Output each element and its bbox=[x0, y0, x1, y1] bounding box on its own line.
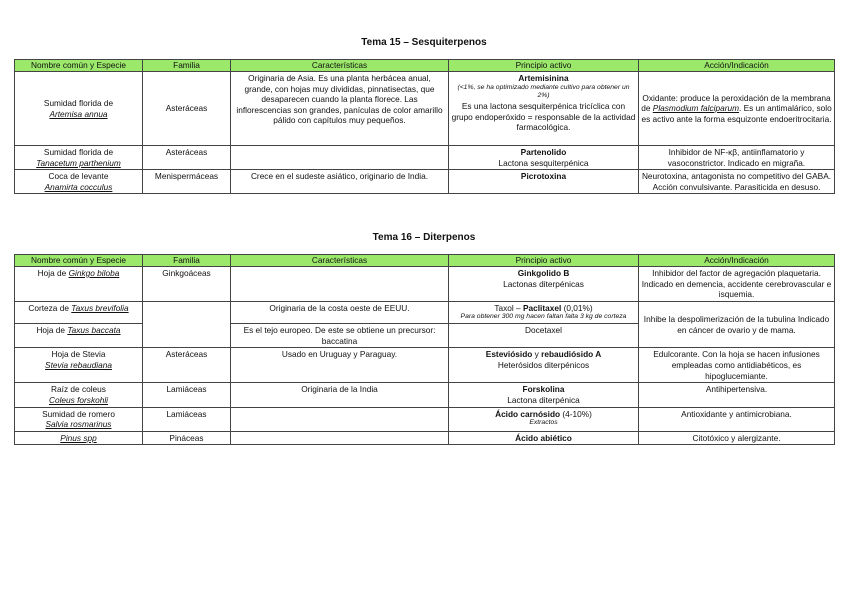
cell-features: Originaria de la costa oeste de EEUU. bbox=[231, 301, 449, 323]
cell-active bbox=[449, 348, 639, 383]
cell-features bbox=[231, 267, 449, 302]
cell-family: Asteráceas bbox=[143, 72, 231, 146]
common-name: Sumidad florida de bbox=[43, 147, 114, 157]
table-row bbox=[15, 170, 835, 194]
common-name: Corteza de bbox=[28, 302, 72, 313]
active-suffix: (4-10%) bbox=[560, 408, 592, 419]
common-name: Raíz de coleus bbox=[51, 384, 106, 395]
cell-family: Asteráceas bbox=[143, 146, 231, 170]
cell-features bbox=[231, 407, 449, 431]
cell-active bbox=[449, 72, 639, 146]
section-title-tema15: Tema 15 – Sesquiterpenos bbox=[361, 37, 487, 48]
active-desc: Heterósidos diterpénicos bbox=[497, 360, 590, 371]
table-header-row bbox=[15, 60, 835, 72]
cell-family: Ginkgoáceas bbox=[143, 267, 231, 302]
header-features: Características bbox=[231, 255, 449, 267]
cell-species bbox=[15, 267, 143, 302]
active-prefix: Taxol – bbox=[494, 302, 523, 313]
cell-features: Usado en Uruguay y Paraguay. bbox=[231, 348, 449, 383]
common-name: Hoja de bbox=[37, 268, 69, 278]
cell-features: Originaria de Asia. Es una planta herbácea anual, grande, con hojas muy divididas, pinnatisectas, que desaparecen cuando la planta florece. Las inflorescencias son grandes, panículas de color amarillo pálido con capítulos muy pequeños. bbox=[231, 72, 449, 146]
header-species: Nombre común y Especie bbox=[15, 255, 143, 267]
action-text: . Es un antimalárico, solo es activo ante la forma esquizonte endoeritrocitaria. bbox=[641, 103, 832, 124]
cell-species bbox=[15, 324, 143, 348]
cell-action: Inhibe la despolimerización de la tubulina Indicado en cáncer de ovario y de mama. bbox=[639, 301, 835, 348]
species-name: Coleus forskohli bbox=[48, 394, 109, 405]
common-name: Sumidad de romero bbox=[42, 408, 115, 419]
species-name: Salvia rosmarinus bbox=[45, 419, 112, 430]
active-name: Ginkgolido B bbox=[517, 268, 570, 278]
table-row bbox=[15, 267, 835, 302]
active-name-2: rebaudiósido A bbox=[541, 349, 602, 360]
header-action: Acción/Indicación bbox=[639, 255, 835, 267]
cell-family: Pináceas bbox=[143, 431, 231, 445]
cell-species bbox=[15, 146, 143, 170]
cell-features: Es el tejo europeo. De este se obtiene un precursor: baccatina bbox=[231, 324, 449, 348]
active-line bbox=[451, 303, 636, 314]
section-title-tema16: Tema 16 – Diterpenos bbox=[372, 232, 476, 243]
cell-family: Menispermáceas bbox=[143, 170, 231, 194]
header-active: Principio activo bbox=[449, 255, 639, 267]
cell-family: Lamiáceas bbox=[143, 383, 231, 407]
cell-action: Edulcorante. Con la hoja se hacen infusiones empleadas como antidiabéticos, es hipoglucemiante. bbox=[639, 348, 835, 383]
cell-family: Lamiáceas bbox=[143, 407, 231, 431]
active-name: Forskolina bbox=[522, 384, 565, 395]
species-name: Taxus baccata bbox=[67, 325, 121, 336]
species-name: Tanacetum parthenium bbox=[36, 157, 121, 168]
cell-features: Crece en el sudeste asiático, originario de India. bbox=[231, 170, 449, 194]
table-row bbox=[15, 146, 835, 170]
cell-active bbox=[449, 267, 639, 302]
table-tema16 bbox=[14, 254, 835, 445]
cell-active bbox=[449, 431, 639, 445]
cell-active bbox=[449, 170, 639, 194]
cell-active bbox=[449, 407, 639, 431]
cell-active: Docetaxel bbox=[449, 324, 639, 348]
active-desc: Lactonas diterpénicas bbox=[503, 278, 584, 289]
active-desc: Lactona sesquiterpénica bbox=[498, 157, 589, 168]
cell-family bbox=[143, 301, 231, 348]
cell-species bbox=[15, 170, 143, 194]
table-row bbox=[15, 407, 835, 431]
header-species: Nombre común y Especie bbox=[15, 60, 143, 72]
table-row bbox=[15, 348, 835, 383]
cell-active bbox=[449, 146, 639, 170]
active-desc: Lactona diterpénica bbox=[507, 394, 580, 405]
active-name: Partenolido bbox=[520, 147, 567, 157]
cell-active bbox=[449, 301, 639, 323]
cell-action: Inhibidor del factor de agregación plaquetaria. Indicado en demencia, accidente cerebrovascular e isquemia. bbox=[639, 267, 835, 302]
table-row bbox=[15, 383, 835, 407]
cell-active bbox=[449, 383, 639, 407]
cell-species bbox=[15, 301, 143, 323]
cell-species bbox=[15, 348, 143, 383]
cell-features bbox=[231, 431, 449, 445]
active-note: Para obtener 300 mg hacen faltan falta 3 kg de corteza bbox=[460, 313, 627, 321]
active-name: Paclitaxel bbox=[522, 302, 562, 313]
table-tema15 bbox=[14, 59, 835, 194]
species-name: Anamirta cocculus bbox=[44, 181, 113, 192]
cell-species bbox=[15, 72, 143, 146]
cell-species bbox=[15, 431, 143, 445]
header-action: Acción/Indicación bbox=[639, 60, 835, 72]
active-suffix: (0,01%) bbox=[561, 302, 593, 313]
action-species: Plasmodium falciparum bbox=[652, 103, 740, 114]
cell-family: Asteráceas bbox=[143, 348, 231, 383]
common-name: Hoja de Stevia bbox=[51, 349, 106, 360]
common-name: Sumidad florida de bbox=[43, 97, 114, 108]
header-family: Familia bbox=[143, 60, 231, 72]
active-note: (<1%, se ha optimizado mediante cultivo para obtener un 2%) bbox=[457, 83, 630, 100]
active-joiner: y bbox=[532, 349, 542, 360]
header-features: Características bbox=[231, 60, 449, 72]
active-name: Artemisinina bbox=[518, 73, 569, 83]
species-name: Stevia rebaudiana bbox=[45, 360, 112, 371]
common-name: Coca de levante bbox=[48, 171, 109, 182]
cell-action bbox=[639, 72, 835, 146]
species-name: Ginkgo biloba bbox=[68, 268, 120, 278]
active-name: Esteviósido bbox=[485, 349, 533, 360]
cell-action: Inhibidor de NF-κβ, antiinflamatorio y vasoconstrictor. Indicado en migraña. bbox=[639, 146, 835, 170]
table-header-row bbox=[15, 255, 835, 267]
active-line bbox=[451, 349, 636, 360]
active-name: Ácido abiético bbox=[515, 432, 572, 443]
table-row bbox=[15, 431, 835, 445]
cell-species bbox=[15, 383, 143, 407]
cell-features bbox=[231, 146, 449, 170]
cell-action: Neurotoxina, antagonista no competitivo del GABA. Acción convulsivante. Parasiticida en desuso. bbox=[639, 170, 835, 194]
table-row bbox=[15, 301, 835, 323]
species-name: Artemisa annua bbox=[49, 108, 108, 119]
active-name: Picrotoxina bbox=[520, 171, 567, 182]
cell-action: Antihipertensiva. bbox=[639, 383, 835, 407]
species-name: Pinus spp bbox=[60, 432, 97, 443]
action-text: Oxidante: produce la peroxidación de la membrana de bbox=[641, 92, 831, 114]
common-name: Hoja de bbox=[36, 325, 68, 336]
header-family: Familia bbox=[143, 255, 231, 267]
cell-action: Citotóxico y alergizante. bbox=[639, 431, 835, 445]
active-name: Ácido carnósido bbox=[495, 408, 561, 419]
header-active: Principio activo bbox=[449, 60, 639, 72]
active-line bbox=[451, 409, 636, 420]
active-note: Extractos bbox=[529, 419, 558, 427]
cell-species bbox=[15, 407, 143, 431]
active-desc: Es una lactona sesquiterpénica tricíclica con grupo endoperóxido = responsable de la actividad farmacológica. bbox=[451, 101, 636, 133]
cell-features: Originaria de la India bbox=[231, 383, 449, 407]
species-name: Taxus brevifolia bbox=[71, 302, 129, 313]
table-row bbox=[15, 72, 835, 146]
cell-action: Antioxidante y antimicrobiana. bbox=[639, 407, 835, 431]
